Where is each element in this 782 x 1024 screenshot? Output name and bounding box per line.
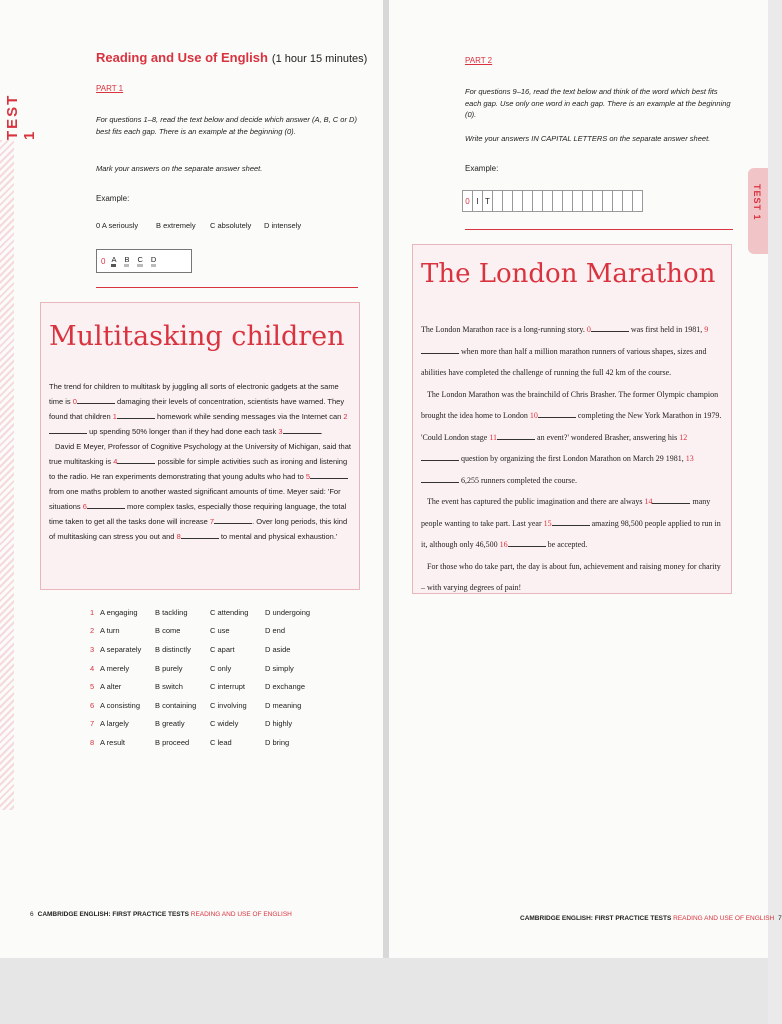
text-run: more complex tasks, especially those requiring language, the total time taken to get all the tasks done will increase xyxy=(49,502,347,526)
option-c: C interrupt xyxy=(210,682,246,692)
option-row-3 xyxy=(90,640,320,659)
text-run: to mental and physical exhaustion.' xyxy=(218,532,338,541)
article-panel-right xyxy=(412,244,732,594)
answer-gap[interactable] xyxy=(421,475,459,483)
option-number: 5 xyxy=(90,682,95,692)
example-option-b: B extremely xyxy=(156,221,196,230)
option-number: 8 xyxy=(90,737,95,747)
option-b: B proceed xyxy=(155,737,190,747)
left-footer-section: READING AND USE OF ENGLISH xyxy=(190,911,292,918)
option-number: 6 xyxy=(90,700,95,710)
example-option-c: C absolutely xyxy=(210,221,252,230)
text-run: The event has captured the public imagination and there are always xyxy=(427,497,645,506)
gap-number: 12 xyxy=(679,432,688,442)
scan-background xyxy=(0,958,768,1024)
option-d: D meaning xyxy=(265,700,302,710)
article-title: Multitasking children xyxy=(49,321,345,352)
option-c: C apart xyxy=(210,644,235,654)
part2-example-label: Example: xyxy=(465,164,499,173)
option-a: A engaging xyxy=(100,607,138,617)
text-run: completing the New York Marathon in 1979. 'Could London stage xyxy=(421,411,722,442)
test-side-tab-label: TEST 1 xyxy=(4,93,38,140)
grid-cell-empty xyxy=(632,190,643,212)
option-a: A merely xyxy=(100,663,130,673)
text-run: 6,255 runners completed the course. xyxy=(459,475,577,485)
option-number: 1 xyxy=(90,607,95,617)
option-number: 3 xyxy=(90,644,95,654)
part1-divider xyxy=(96,287,358,288)
option-b: B tackling xyxy=(155,607,188,617)
example-answer-a: A xyxy=(111,255,116,267)
part1-mark-instruction: Mark your answers on the separate answer sheet. xyxy=(96,164,263,173)
section-title xyxy=(96,50,367,65)
text-run: be accepted. xyxy=(545,540,588,549)
part1-example-label: Example: xyxy=(96,194,130,203)
left-footer-text: CAMBRIDGE ENGLISH: FIRST PRACTICE TESTS xyxy=(37,911,189,918)
option-c: C use xyxy=(210,626,230,636)
gap-number: 7 xyxy=(209,517,215,526)
answer-gap[interactable] xyxy=(508,539,546,547)
option-row-1 xyxy=(90,603,320,622)
marathon-paragraph-3 xyxy=(421,491,723,556)
answer-gap[interactable] xyxy=(421,453,459,461)
marathon-body xyxy=(421,319,723,599)
marathon-title: The London Marathon xyxy=(421,259,716,289)
answer-gap[interactable] xyxy=(283,426,321,434)
gap-number: 16 xyxy=(499,540,508,549)
example-answer-number: 0 xyxy=(101,256,106,266)
answer-gap[interactable] xyxy=(117,411,155,419)
answer-gap[interactable] xyxy=(538,410,576,418)
article-paragraph-1 xyxy=(49,379,351,439)
option-c: C only xyxy=(210,663,232,673)
example-answer-b: B xyxy=(124,255,129,267)
answer-gap[interactable] xyxy=(77,396,115,404)
part1-label: PART 1 xyxy=(96,84,124,93)
marathon-paragraph-4 xyxy=(421,556,723,599)
option-b: B come xyxy=(155,626,181,636)
marathon-paragraph-1 xyxy=(421,319,723,384)
grid-cell-letter-1: I xyxy=(472,190,483,212)
left-page-number: 6 xyxy=(30,911,34,918)
text-run: an event?' wondered Brasher, answering his xyxy=(535,432,680,442)
gap-number: 4 xyxy=(113,457,118,466)
text-run: from one maths problem to another wasted significant amounts of time. Meyer said: 'For situations xyxy=(49,487,341,511)
option-d: D aside xyxy=(265,644,291,654)
grid-cell-letter-2: T xyxy=(482,190,493,212)
option-c: C lead xyxy=(210,737,232,747)
option-d: D simply xyxy=(265,663,294,673)
gap-number: 15 xyxy=(543,518,552,528)
answer-gap[interactable] xyxy=(87,501,125,509)
left-footer xyxy=(30,911,292,918)
text-run: The London Marathon was the brainchild of Chris Brasher. The former Olympic champion brought the idea home to London xyxy=(421,389,719,420)
option-number: 2 xyxy=(90,626,95,636)
answer-gap[interactable] xyxy=(652,496,690,504)
text-run: David E Meyer, Professor of Cognitive Psychology at the University of Michigan, said that true multitasking is xyxy=(49,442,351,466)
option-row-6 xyxy=(90,696,320,715)
option-d: D exchange xyxy=(265,682,306,692)
answer-gap[interactable] xyxy=(49,426,87,434)
answer-gap[interactable] xyxy=(214,516,252,524)
gap-number: 10 xyxy=(529,411,538,420)
right-footer xyxy=(520,915,782,922)
option-b: B distinctly xyxy=(155,644,191,654)
option-b: B switch xyxy=(155,682,183,692)
option-d: D highly xyxy=(265,719,293,729)
option-number: 4 xyxy=(90,663,95,673)
gap-number: 0 xyxy=(586,325,591,334)
text-run: was first held in 1981, xyxy=(628,325,705,334)
marathon-paragraph-2 xyxy=(421,384,723,492)
text-run: damaging their levels of concentration, scientists have warned. They found that children xyxy=(49,397,345,421)
answer-gap[interactable] xyxy=(117,456,155,464)
right-test-tab-label: TEST 1 xyxy=(752,184,762,221)
grid-cell-number: 0 xyxy=(462,190,473,212)
option-d: D bring xyxy=(265,737,290,747)
section-duration: (1 hour 15 minutes) xyxy=(271,53,368,65)
option-b: B greatly xyxy=(155,719,185,729)
option-a: A result xyxy=(100,737,126,747)
right-footer-text: CAMBRIDGE ENGLISH: FIRST PRACTICE TESTS xyxy=(520,915,672,922)
gap-number: 9 xyxy=(704,325,709,334)
text-run: For those who do take part, the day is about fun, achievement and raising money for charity – with varying degrees of pain! xyxy=(421,561,721,592)
option-a: A consisting xyxy=(100,700,141,710)
option-row-5 xyxy=(90,677,320,696)
gap-number: 0 xyxy=(72,397,77,406)
option-row-4 xyxy=(90,659,320,678)
gap-number: 14 xyxy=(644,497,653,506)
article-panel-left xyxy=(40,302,360,590)
example-answer-c: C xyxy=(137,255,142,267)
option-a: A alter xyxy=(100,682,122,692)
right-test-tab xyxy=(748,168,768,254)
option-c: C involving xyxy=(210,700,247,710)
example-option-d: D intensely xyxy=(264,221,302,230)
option-row-7 xyxy=(90,715,320,734)
section-title-text: Reading and Use of English xyxy=(96,50,268,65)
gap-number: 2 xyxy=(343,412,348,421)
options-list xyxy=(90,603,320,752)
part2-divider xyxy=(465,229,733,230)
gap-number: 8 xyxy=(176,532,181,541)
option-c: C attending xyxy=(210,607,249,617)
text-run: when more than half a million marathon runners of various shapes, sizes and abilities have completed the challenge of running the full 42 km of the course. xyxy=(421,346,707,377)
text-run: up spending 50% longer than if they had done each task xyxy=(87,427,279,436)
test-side-tab xyxy=(0,40,38,160)
text-run: The London Marathon race is a long-running story. xyxy=(421,325,587,334)
answer-gap[interactable] xyxy=(591,324,629,332)
text-run: possible for simple activities such as ironing and listening to the radio. He ran experiments demonstrating that young adults who had to xyxy=(49,457,348,481)
example-answer-box xyxy=(96,249,192,273)
option-d: D end xyxy=(265,626,286,636)
article-paragraph-2 xyxy=(49,439,351,544)
option-a: A largely xyxy=(100,719,129,729)
answer-gap[interactable] xyxy=(181,531,219,539)
gap-number: 3 xyxy=(278,427,283,436)
example-answer-d: D xyxy=(151,255,156,267)
text-run: amazing 98,500 people applied to run in it, although only 46,500 xyxy=(421,518,721,549)
option-number: 7 xyxy=(90,719,95,729)
gap-number: 11 xyxy=(489,432,498,442)
gap-number: 5 xyxy=(305,472,310,481)
option-a: A separately xyxy=(100,644,142,654)
text-run: question by organizing the first London Marathon on March 29 1981, xyxy=(459,454,686,463)
gap-number: 6 xyxy=(82,502,87,511)
text-run: many people wanting to take part. Last year xyxy=(421,497,711,528)
text-run: homework while sending messages via the Internet can xyxy=(154,412,344,421)
text-run: . Over long periods, this kind of multitasking can stress you out and xyxy=(49,517,348,541)
option-row-2 xyxy=(90,622,320,641)
part2-label: PART 2 xyxy=(465,56,493,65)
example-option-a: 0 A seriously xyxy=(96,221,139,230)
example-letter-grid xyxy=(463,190,643,212)
margin-hatch xyxy=(0,140,14,810)
option-row-8 xyxy=(90,733,320,752)
gap-number: 1 xyxy=(112,412,117,421)
right-page-number: 7 xyxy=(778,915,782,922)
text-run: The trend for children to multitask by juggling all sorts of electronic gadgets at the same time is xyxy=(49,382,339,406)
option-b: B purely xyxy=(155,663,183,673)
answer-gap[interactable] xyxy=(497,432,535,440)
answer-gap[interactable] xyxy=(310,471,348,479)
answer-gap[interactable] xyxy=(552,518,590,526)
part2-write-instruction: Write your answers IN CAPITAL LETTERS on the separate answer sheet. xyxy=(465,134,711,143)
part2-instructions: For questions 9–16, read the text below and think of the word which best fits each gap. Use only one word in each gap. There is an example at the beginning (0). xyxy=(465,87,731,120)
right-footer-section: READING AND USE OF ENGLISH xyxy=(673,915,775,922)
option-a: A turn xyxy=(100,626,120,636)
gap-number: 13 xyxy=(685,454,694,463)
option-c: C widely xyxy=(210,719,239,729)
option-b: B containing xyxy=(155,700,197,710)
article-body xyxy=(49,379,351,544)
text-run: . xyxy=(320,427,323,436)
part1-instructions: For questions 1–8, read the text below and decide which answer (A, B, C or D) best fits each gap. There is an example at the beginning (0). xyxy=(96,115,357,136)
option-d: D undergoing xyxy=(265,607,311,617)
answer-gap[interactable] xyxy=(421,346,459,354)
